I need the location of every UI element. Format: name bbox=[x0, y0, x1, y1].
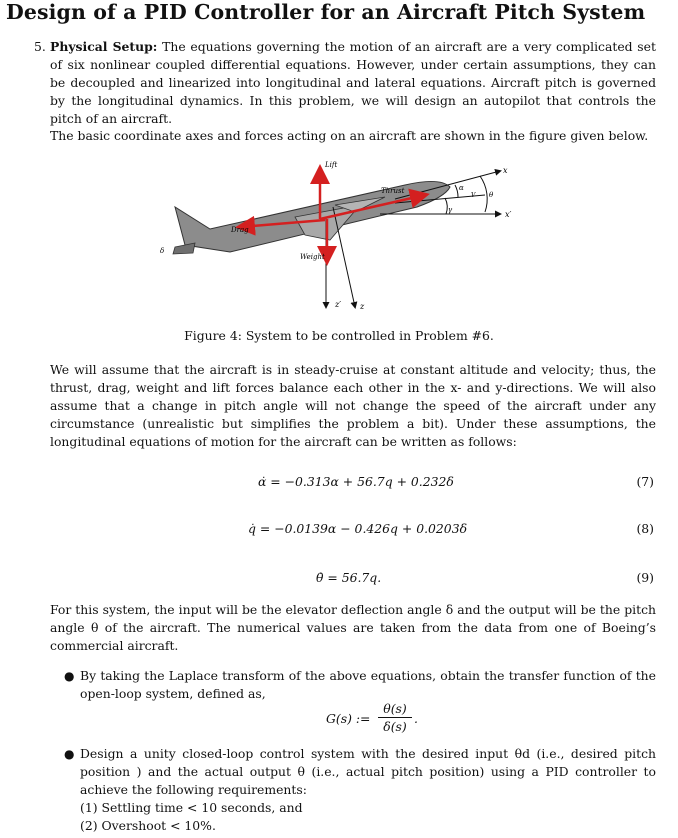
alpha-label: α bbox=[459, 184, 464, 192]
transfer-function-numerator: θ(s) bbox=[383, 701, 407, 716]
figure-caption: Figure 4: System to be controlled in Problem #6. bbox=[184, 328, 494, 343]
bullet-2-text: Design a unity closed-loop control system with the desired input θd (i.e., desired pitch position ) and the actual output θ (i.e., actual pitch position) using a PID controller to achieve the following requirements: bbox=[80, 746, 656, 797]
bullet-2-marker: ● bbox=[64, 747, 75, 761]
equation-9: θ̇ = 56.7q. bbox=[316, 570, 382, 585]
gamma-label: γ bbox=[448, 206, 453, 214]
equation-8-number: (8) bbox=[636, 521, 654, 536]
equation-8: q̇ = −0.0139α − 0.426q + 0.0203δ bbox=[248, 521, 468, 536]
equation-9-number: (9) bbox=[636, 570, 654, 585]
aircraft-body bbox=[173, 181, 450, 254]
alpha-arc bbox=[455, 185, 458, 197]
z-prime-label: z′ bbox=[335, 300, 342, 309]
x-label: x bbox=[503, 166, 508, 175]
z-label: z bbox=[360, 302, 365, 311]
bullet-1-marker: ● bbox=[64, 669, 75, 683]
transfer-function-lhs: G(s) := bbox=[326, 711, 371, 726]
weight-label: Weight bbox=[300, 253, 325, 261]
assumptions-paragraph: We will assume that the aircraft is in steady-cruise at constant altitude and velocity; thus, the thrust, drag, weight and lift forces balance each other in the x- and y-directions. We will also assume that a change in pitch angle will not change the speed of the aircraft under any circumstance (unrealistic but simplifies the problem a bit). Under these assumptions, the longitudinal equations of motion for the aircraft can be written as follows: bbox=[50, 362, 656, 449]
bullet-1-text: By taking the Laplace transform of the above equations, obtain the transfer function of the open-loop system, defined as, bbox=[80, 668, 656, 701]
figure-intro-text: The basic coordinate axes and forces acting on an aircraft are shown in the figure given below. bbox=[50, 128, 649, 143]
gamma-arc bbox=[445, 198, 447, 214]
equation-7: α̇ = −0.313α + 56.7q + 0.232δ bbox=[258, 474, 454, 489]
system-paragraph: For this system, the input will be the elevator deflection angle δ and the output will be the pitch angle θ of the aircraft. The numerical values are taken from the data from one of Boeing’s commercial aircraft. bbox=[50, 602, 656, 653]
physical-setup-label: Physical Setup: bbox=[50, 39, 158, 54]
thrust-label: Thrust bbox=[381, 187, 405, 195]
theta-arc bbox=[480, 176, 487, 212]
x-prime-label: x′ bbox=[505, 210, 512, 219]
delta-label: δ bbox=[160, 247, 165, 255]
transfer-function-fraction bbox=[378, 701, 412, 734]
physical-setup-paragraph bbox=[50, 38, 656, 128]
equation-7-number: (7) bbox=[636, 474, 654, 489]
problem-number: 5. bbox=[34, 39, 46, 54]
requirement-1: (1) Settling time < 10 seconds, and bbox=[80, 800, 303, 815]
requirement-2: (2) Overshoot < 10%. bbox=[80, 818, 216, 833]
lift-label: Lift bbox=[325, 161, 338, 169]
page-title: Design of a PID Controller for an Aircraft Pitch System bbox=[6, 0, 646, 24]
transfer-function-denominator: δ(s) bbox=[383, 719, 407, 734]
v-label: V bbox=[471, 192, 476, 199]
physical-setup-text: The equations governing the motion of an aircraft are a very complicated set of six nonlinear coupled differential equations. However, under certain assumptions, they can be decoupled and linearized into longitudinal and lateral equations. Aircraft pitch is governed by the longitudinal dynamics. In this problem, we will design an autopilot that controls the pitch of an aircraft. bbox=[50, 39, 656, 126]
drag-label: Drag bbox=[231, 226, 249, 234]
theta-label: θ bbox=[489, 191, 494, 199]
aircraft-figure bbox=[155, 157, 535, 315]
transfer-function-end: . bbox=[414, 711, 418, 726]
